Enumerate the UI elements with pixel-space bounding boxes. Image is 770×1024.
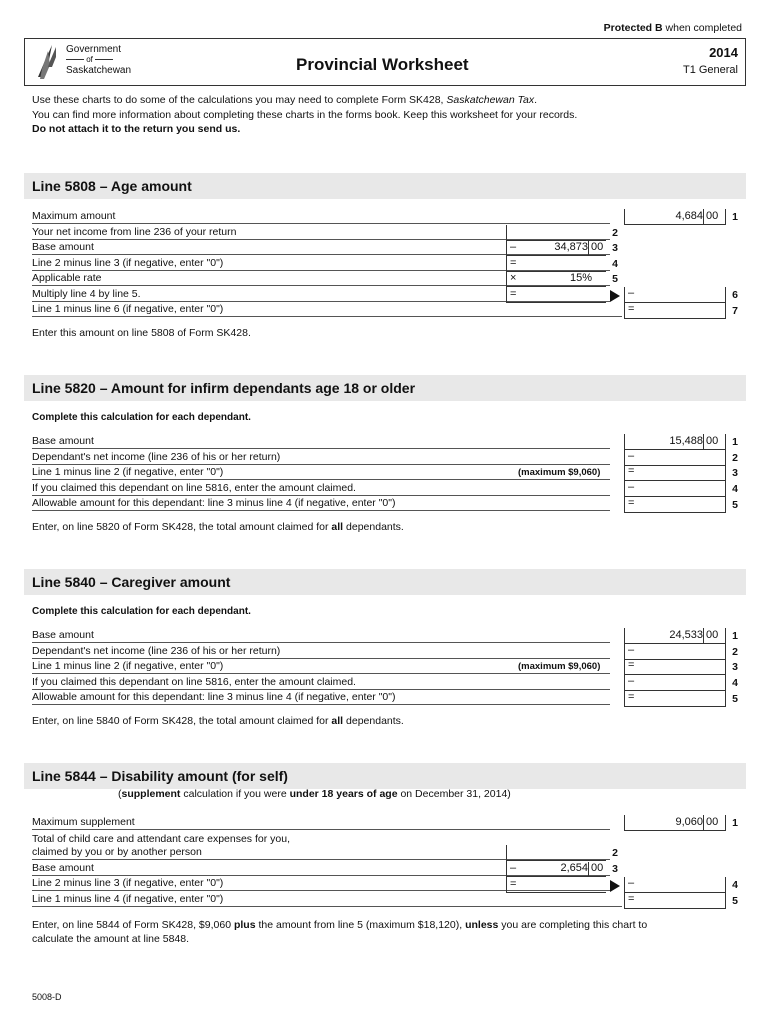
s5808-line5-field: × 15% [506,271,606,287]
s5808-line1-field[interactable]: 4,684 00 [624,209,726,225]
s5840-row-5: Allowable amount for this dependant: line 3 minus line 4 (if negative, enter "0") [32,690,610,705]
s5808-num-2: 2 [612,227,618,239]
s5844-line5-field[interactable]: = [624,893,726,909]
s5820-num-4: 4 [732,483,738,495]
s5844-row-2b: claimed by you or by another person [32,845,610,860]
s5844-subtitle: (supplement calculation if you were under 18 years of age on December 31, 2014) [118,788,511,800]
s5808-row-6: Multiply line 4 by line 5. [32,287,610,302]
intro-line-1: Use these charts to do some of the calculations you may need to complete Form SK428, Saskatchewan Tax. [32,94,538,106]
s5840-footer: Enter, on line 5840 of Form SK428, the total amount claimed for all dependants. [32,715,404,727]
form-code: 5008-D [32,992,62,1002]
s5840-line3-field[interactable]: = [624,659,726,675]
s5844-num-4: 4 [732,879,738,891]
s5820-maximum-note: (maximum $9,060) [518,467,601,478]
section-5808-title: Line 5808 – Age amount [32,178,192,194]
s5820-footer: Enter, on line 5820 of Form SK428, the total amount claimed for all dependants. [32,521,404,533]
s5808-num-3: 3 [612,242,618,254]
s5808-arrow-icon [610,290,620,302]
s5808-row-5: Applicable rate [32,271,610,286]
s5840-line2-field[interactable]: – [624,644,726,660]
s5840-num-4: 4 [732,677,738,689]
s5840-row-1: Base amount [32,628,610,643]
s5808-footer: Enter this amount on line 5808 of Form SK428. [32,327,251,339]
intro-line-2: You can find more information about completing these charts in the forms book. Keep this worksheet for your records. [32,109,578,121]
section-5820-title: Line 5820 – Amount for infirm dependants age 18 or older [32,380,416,396]
s5844-row-4: Line 2 minus line 3 (if negative, enter "0") [32,876,610,891]
s5840-line4-field[interactable]: – [624,675,726,691]
s5844-line4-mid-field[interactable]: = [506,877,606,893]
s5844-num-2: 2 [612,847,618,859]
s5840-subtitle: Complete this calculation for each dependant. [32,606,251,617]
s5808-line7-field[interactable]: = [624,303,726,319]
logo-line-3: Saskatchewan [66,65,132,76]
s5808-row-1: Maximum amount [32,209,610,224]
s5844-line1-field[interactable]: 9,060 00 [624,815,726,831]
s5844-num-1: 1 [732,817,738,829]
intro-line-3: Do not attach it to the return you send us. [32,123,241,135]
saskatchewan-logo-icon [34,43,60,81]
s5820-line5-field[interactable]: = [624,497,726,513]
s5820-line4-field[interactable]: – [624,481,726,497]
s5844-footer-2: calculate the amount at line 5848. [32,933,190,945]
s5820-line1-field[interactable]: 15,488 00 [624,434,726,450]
s5844-row-5: Line 1 minus line 4 (if negative, enter "0") [32,892,622,907]
s5808-num-5: 5 [612,273,618,285]
s5820-row-4: If you claimed this dependant on line 5816, enter the amount claimed. [32,481,610,496]
s5844-num-5: 5 [732,895,738,907]
s5820-row-1: Base amount [32,434,610,449]
s5840-num-1: 1 [732,630,738,642]
s5820-row-2: Dependant's net income (line 236 of his or her return) [32,450,610,465]
s5820-line2-field[interactable]: – [624,450,726,466]
s5808-num-6: 6 [732,289,738,301]
s5820-num-5: 5 [732,499,738,511]
s5844-arrow-icon [610,880,620,892]
form-year: 2014 [709,45,738,60]
s5840-line1-field[interactable]: 24,533 00 [624,628,726,644]
s5820-num-2: 2 [732,452,738,464]
s5840-num-3: 3 [732,661,738,673]
s5844-row-1: Maximum supplement [32,815,610,830]
s5840-row-3: Line 1 minus line 2 (if negative, enter "0") [32,659,610,674]
form-subtitle: T1 General [682,64,738,76]
s5840-maximum-note: (maximum $9,060) [518,661,601,672]
s5808-row-4: Line 2 minus line 3 (if negative, enter "0") [32,256,610,271]
s5820-row-5: Allowable amount for this dependant: line 3 minus line 4 (if negative, enter "0") [32,496,610,511]
s5808-num-4: 4 [612,258,618,270]
s5844-row-2a: Total of child care and attendant care expenses for you, [32,833,290,845]
s5808-line6-field[interactable]: – [624,287,726,303]
s5840-row-2: Dependant's net income (line 236 of his or her return) [32,644,610,659]
s5820-subtitle: Complete this calculation for each dependant. [32,412,251,423]
logo-line-2: of [66,55,126,64]
s5840-line5-field[interactable]: = [624,691,726,707]
page-title: Provincial Worksheet [296,55,469,74]
s5808-row-7: Line 1 minus line 6 (if negative, enter "0") [32,302,622,317]
s5844-num-3: 3 [612,863,618,875]
s5808-num-1: 1 [732,211,738,223]
s5844-line3-field[interactable]: – 2,654 00 [506,861,606,877]
s5820-row-3: Line 1 minus line 2 (if negative, enter "0") [32,465,610,480]
s5840-num-2: 2 [732,646,738,658]
s5844-row-3: Base amount [32,861,610,876]
s5820-line3-field[interactable]: = [624,465,726,481]
protected-b-label: Protected B when completed [603,22,742,34]
s5808-num-7: 7 [732,305,738,317]
s5844-footer-1: Enter, on line 5844 of Form SK428, $9,060 plus the amount from line 5 (maximum $18,120), unless you are completing this chart to [32,919,648,931]
s5844-line2-field[interactable] [506,845,606,861]
s5820-num-1: 1 [732,436,738,448]
government-logo [34,43,134,81]
section-5844-title: Line 5844 – Disability amount (for self) [32,768,288,784]
s5808-line3-field[interactable]: – 34,873 00 [506,240,606,256]
s5808-row-2: Your net income from line 236 of your return [32,225,610,240]
logo-line-1: Government [66,44,122,55]
s5840-num-5: 5 [732,693,738,705]
s5808-line6-mid-field[interactable]: = [506,287,606,303]
s5808-line2-field[interactable] [506,225,606,241]
s5840-row-4: If you claimed this dependant on line 5816, enter the amount claimed. [32,675,610,690]
section-5840-title: Line 5840 – Caregiver amount [32,574,231,590]
s5820-num-3: 3 [732,467,738,479]
s5808-row-3: Base amount [32,240,610,255]
s5808-line4-field[interactable]: = [506,256,606,272]
s5844-line4-field[interactable]: – [624,877,726,893]
